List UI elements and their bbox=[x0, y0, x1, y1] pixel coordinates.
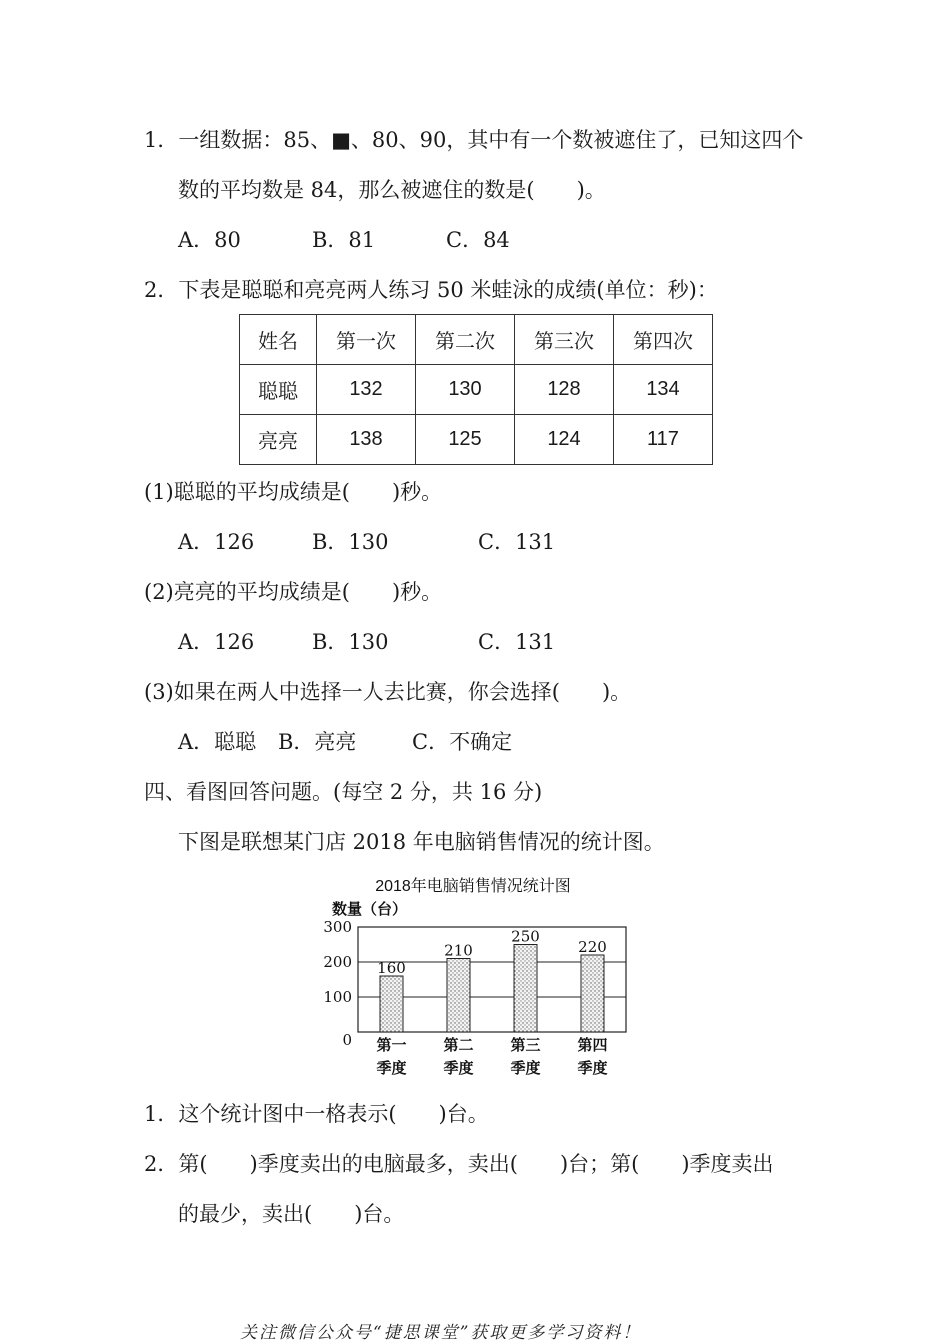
sub2-option-c[interactable]: C．131 bbox=[478, 630, 556, 654]
sub1-option-a[interactable]: A．126 bbox=[178, 530, 255, 554]
table-cell: 125 bbox=[416, 415, 515, 465]
table-cell: 130 bbox=[416, 365, 515, 415]
table-header-cell: 第四次 bbox=[614, 315, 713, 365]
table-header-cell: 第二次 bbox=[416, 315, 515, 365]
x-tick-label: 季度 bbox=[443, 1059, 474, 1077]
y-tick-label: 200 bbox=[323, 953, 352, 971]
x-tick-label: 第三 bbox=[510, 1036, 541, 1054]
q1-option-a[interactable]: A．80 bbox=[178, 228, 241, 252]
q2-sub2-options bbox=[178, 628, 555, 656]
bar bbox=[514, 945, 537, 1033]
x-tick-label: 第四 bbox=[577, 1036, 608, 1054]
bar bbox=[581, 955, 604, 1032]
table-header-cell: 第一次 bbox=[317, 315, 416, 365]
section4-q1: 1．这个统计图中一格表示( )台。 bbox=[144, 1102, 489, 1126]
bar-value-label: 250 bbox=[511, 927, 540, 946]
chart-title: 2018年电脑销售情况统计图 bbox=[375, 878, 571, 895]
q1-line1: 1．一组数据：85、■、80、90，其中有一个数被遮住了，已知这四个 bbox=[144, 128, 804, 152]
score-table bbox=[239, 314, 713, 465]
sub3-option-c[interactable]: C．不确定 bbox=[412, 730, 513, 754]
x-tick-label: 季度 bbox=[577, 1059, 608, 1077]
y-tick-label: 300 bbox=[323, 918, 352, 936]
x-tick-label: 第二 bbox=[443, 1036, 474, 1054]
y-axis-label: 数量（台） bbox=[332, 900, 408, 918]
y-tick-label: 100 bbox=[323, 988, 352, 1006]
q2-sub3: (3)如果在两人中选择一人去比赛，你会选择( )。 bbox=[144, 680, 632, 704]
table-cell: 134 bbox=[614, 365, 713, 415]
footer-note: 关注微信公众号“捷思课堂”获取更多学习资料！ bbox=[240, 1323, 642, 1343]
q2-intro: 2．下表是聪聪和亮亮两人练习 50 米蛙泳的成绩(单位：秒)： bbox=[144, 278, 718, 302]
x-tick-label: 第一 bbox=[376, 1036, 407, 1054]
table-cell: 138 bbox=[317, 415, 416, 465]
sub3-option-a[interactable]: A．聪聪 bbox=[178, 730, 257, 754]
section4-q2-line2: 的最少，卖出( )台。 bbox=[178, 1202, 405, 1226]
bar bbox=[380, 976, 403, 1032]
sub2-option-b[interactable]: B．130 bbox=[312, 630, 389, 654]
sales-bar-chart bbox=[318, 870, 648, 1085]
q1-line2: 数的平均数是 84，那么被遮住的数是( )。 bbox=[178, 178, 606, 202]
y-tick-label: 0 bbox=[342, 1031, 352, 1049]
bar bbox=[447, 959, 470, 1033]
x-tick-label: 季度 bbox=[510, 1059, 541, 1077]
q1-option-b[interactable]: B．81 bbox=[312, 228, 376, 252]
table-header-row bbox=[240, 315, 713, 365]
q2-sub2: (2)亮亮的平均成绩是( )秒。 bbox=[144, 580, 443, 604]
table-header-cell: 姓名 bbox=[240, 315, 317, 365]
q1-options bbox=[178, 226, 510, 254]
sub2-option-a[interactable]: A．126 bbox=[178, 630, 255, 654]
sub1-option-b[interactable]: B．130 bbox=[312, 530, 389, 554]
sub3-option-b[interactable]: B．亮亮 bbox=[278, 730, 357, 754]
table-row bbox=[240, 365, 713, 415]
table-cell-name: 聪聪 bbox=[240, 365, 317, 415]
bar-value-label: 210 bbox=[444, 941, 473, 960]
x-tick-label: 季度 bbox=[376, 1059, 407, 1077]
bar-value-label: 160 bbox=[377, 959, 406, 977]
table-row bbox=[240, 415, 713, 465]
table-cell: 132 bbox=[317, 365, 416, 415]
bar-value-label: 220 bbox=[578, 938, 607, 956]
sub1-option-c[interactable]: C．131 bbox=[478, 530, 556, 554]
table-cell-name: 亮亮 bbox=[240, 415, 317, 465]
section4-heading: 四、看图回答问题。(每空 2 分，共 16 分) bbox=[144, 780, 543, 804]
table-cell: 128 bbox=[515, 365, 614, 415]
q1-option-c[interactable]: C．84 bbox=[446, 228, 510, 252]
q2-sub1: (1)聪聪的平均成绩是( )秒。 bbox=[144, 480, 443, 504]
table-header-cell: 第三次 bbox=[515, 315, 614, 365]
section4-q2-line1: 2．第( )季度卖出的电脑最多，卖出( )台；第( )季度卖出 bbox=[144, 1152, 774, 1176]
q2-sub3-options bbox=[178, 728, 512, 756]
table-cell: 124 bbox=[515, 415, 614, 465]
q2-sub1-options bbox=[178, 528, 555, 556]
section4-intro: 下图是联想某门店 2018 年电脑销售情况的统计图。 bbox=[178, 830, 665, 854]
table-cell: 117 bbox=[614, 415, 713, 465]
